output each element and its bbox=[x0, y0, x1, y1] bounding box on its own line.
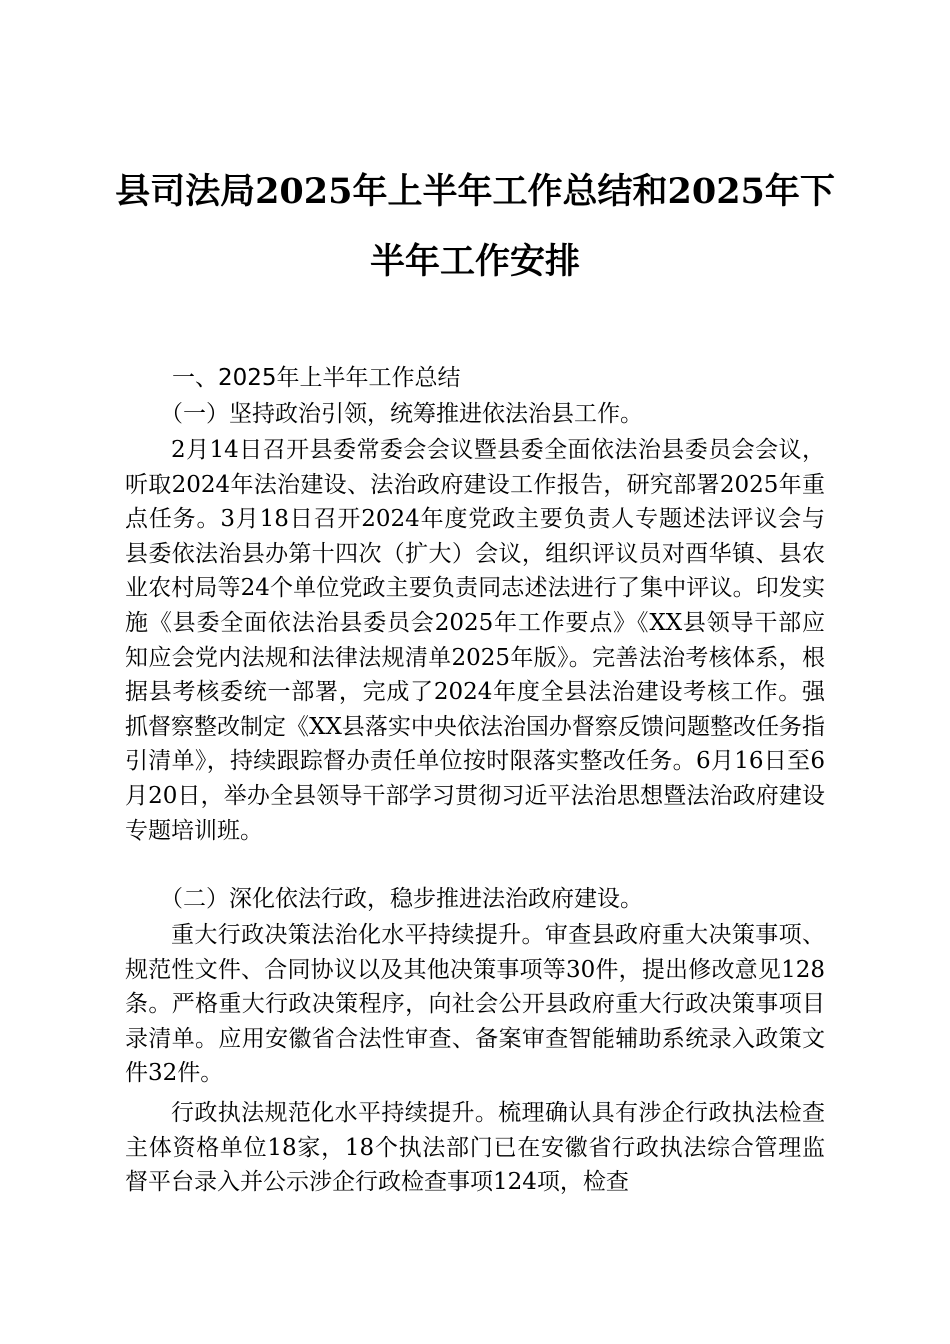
subsection-heading-2: （二）深化依法行政，稳步推进法治政府建设。 bbox=[160, 886, 643, 912]
document-title-line-1: 县司法局2025年上半年工作总结和2025年下 bbox=[115, 171, 835, 212]
paragraph-1: 2月14日召开县委常委会会议暨县委全面依法治县委员会会议，听取2024年法治建设、法治政府建设工作报告，研究部署2025年重点任务。3月18日召开2024年度党政主要负责人专题述法评议会与县委依法治县办第十四次（扩大）会议，组织评议员对酉华镇、县农业农村局等24个单位党政主要负责同志述法进行了集中评议。印发实施《县委全面依法治县委员会2025年工作要点》《XX县领导干部应知应会党内法规和法律法规清单2025年版》。完善法治考核体系，根据县考核委统一部署，完成了2024年度全县法治建设考核工作。强抓督察整改制定《XX县落实中央依法治国办督察反馈问题整改任务指引清单》，持续跟踪督办责任单位按时限落实整改任务。6月16日至6月20日，举办全县领导干部学习贯彻习近平法治思想暨法治政府建设专题培训班。 bbox=[125, 437, 825, 844]
document-title-line-2: 半年工作安排 bbox=[369, 241, 580, 282]
paragraph-3: 行政执法规范化水平持续提升。梳理确认具有涉企行政执法检查主体资格单位18家，18个执法部门已在安徽省行政执法综合管理监督平台录入并公示涉企行政检查事项124项，检查 bbox=[125, 1100, 825, 1196]
subsection-heading-1: （一）坚持政治引领，统筹推进依法治县工作。 bbox=[160, 401, 643, 427]
paragraph-2: 重大行政决策法治化水平持续提升。审查县政府重大决策事项、规范性文件、合同协议以及其他决策事项等30件，提出修改意见128条。严格重大行政决策程序，向社会公开县政府重大行政决策事项目录清单。应用安徽省合法性审查、备案审查智能辅助系统录入政策文件32件。 bbox=[125, 922, 825, 1087]
section-heading: 一、2025年上半年工作总结 bbox=[172, 365, 461, 391]
